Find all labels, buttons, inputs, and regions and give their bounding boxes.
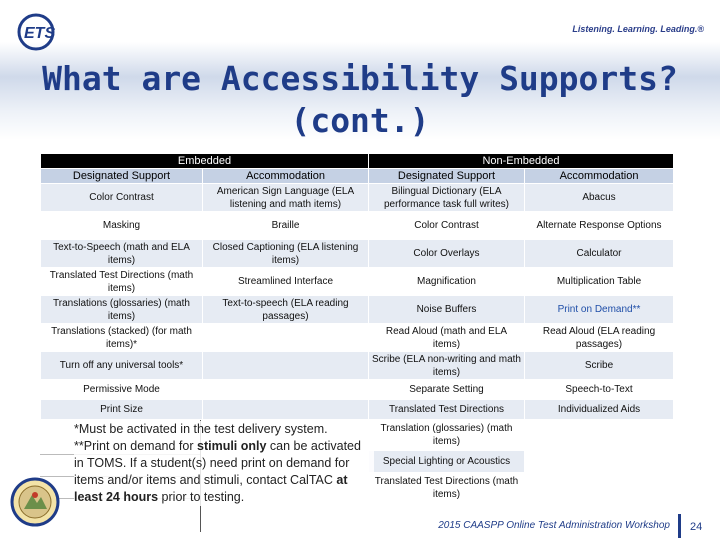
footnote-text: **Print on demand for <box>74 439 197 453</box>
table-cell: Translations (glossaries) (math items) <box>41 296 203 324</box>
table-row <box>41 324 674 352</box>
title-line-2: (cont.) <box>290 101 430 140</box>
footnote-text: prior to testing. <box>158 490 245 504</box>
ets-logo-icon <box>16 12 76 52</box>
table-cell: Translation (glossaries) (math items) <box>369 420 525 451</box>
table-cell: Turn off any universal tools* <box>41 352 203 380</box>
group-header-row <box>41 154 674 169</box>
table-cell: Permissive Mode <box>41 380 203 400</box>
footnote <box>74 421 374 506</box>
table-row <box>41 268 674 296</box>
table-cell <box>203 380 369 400</box>
table-cell: Closed Captioning (ELA listening items) <box>203 240 369 268</box>
table-cell <box>203 400 369 420</box>
table-cell: Text-to-Speech (math and ELA items) <box>41 240 203 268</box>
table-cell <box>525 420 674 451</box>
table-cell: Braille <box>203 212 369 240</box>
footnote-line-2 <box>74 438 374 506</box>
table-cell: Translations (stacked) (for math items)* <box>41 324 203 352</box>
table-cell <box>525 451 674 473</box>
footnote-emphasis: stimuli only <box>197 439 267 453</box>
table-cell: Translated Test Directions (math items) <box>369 473 525 504</box>
table-row <box>41 184 674 212</box>
table-cell: Read Aloud (ELA reading passages) <box>525 324 674 352</box>
table-cell: Color Contrast <box>369 212 525 240</box>
table-cell <box>203 352 369 380</box>
table-cell: Scribe (ELA non-writing and math items) <box>369 352 525 380</box>
table-row <box>41 400 674 420</box>
table-cell: Noise Buffers <box>369 296 525 324</box>
table-row <box>41 240 674 268</box>
table-row <box>41 352 674 380</box>
table-cell: Read Aloud (math and ELA items) <box>369 324 525 352</box>
table-cell: Special Lighting or Acoustics <box>369 451 525 473</box>
table-cell: Print on Demand** <box>525 296 674 324</box>
footnote-line-1: *Must be activated in the test delivery system. <box>74 422 328 436</box>
footer-workshop: 2015 CAASPP Online Test Administration Workshop <box>438 520 670 531</box>
table-cell: Translated Test Directions (math items) <box>41 268 203 296</box>
page-title <box>0 58 720 142</box>
table-cell: Magnification <box>369 268 525 296</box>
table-cell: Masking <box>41 212 203 240</box>
table-row <box>41 212 674 240</box>
footnote-text: can be activated in TOMS. If a student(s) need print on demand for items and/or items and stimuli, contact CalTAC <box>74 439 361 487</box>
svg-text:ETS: ETS <box>24 25 56 42</box>
footnote-emphasis: at least 24 hours <box>74 473 348 504</box>
footer-divider <box>678 514 681 538</box>
table-cell: Print Size <box>41 400 203 420</box>
table-cell <box>203 324 369 352</box>
table-row <box>41 380 674 400</box>
table-cell <box>525 473 674 504</box>
table-cell: Translated Test Directions <box>369 400 525 420</box>
state-seal-icon <box>10 477 60 527</box>
title-line-1: What are Accessibility Supports? <box>42 59 678 98</box>
table-cell: Text-to-speech (ELA reading passages) <box>203 296 369 324</box>
group-non-embedded: Non-Embedded <box>369 154 674 169</box>
table-cell: Streamlined Interface <box>203 268 369 296</box>
group-embedded: Embedded <box>41 154 369 169</box>
table-row <box>41 296 674 324</box>
table-cell: Scribe <box>525 352 674 380</box>
col-designated-embedded: Designated Support <box>41 169 203 184</box>
table-cell: Alternate Response Options <box>525 212 674 240</box>
col-designated-non-embedded: Designated Support <box>369 169 525 184</box>
table-cell: Color Contrast <box>41 184 203 212</box>
table-cell: Speech-to-Text <box>525 380 674 400</box>
table-cell: American Sign Language (ELA listening and math items) <box>203 184 369 212</box>
table-cell: Abacus <box>525 184 674 212</box>
col-accommodation-embedded: Accommodation <box>203 169 369 184</box>
table-cell: Separate Setting <box>369 380 525 400</box>
col-accommodation-non-embedded: Accommodation <box>525 169 674 184</box>
table-cell: Multiplication Table <box>525 268 674 296</box>
table-cell: Calculator <box>525 240 674 268</box>
table-cell: Color Overlays <box>369 240 525 268</box>
column-header-row <box>41 169 674 184</box>
tagline: Listening. Learning. Leading.® <box>572 24 704 34</box>
table-cell: Bilingual Dictionary (ELA performance task full writes) <box>369 184 525 212</box>
table-cell: Individualized Aids <box>525 400 674 420</box>
page-number: 24 <box>690 521 703 533</box>
